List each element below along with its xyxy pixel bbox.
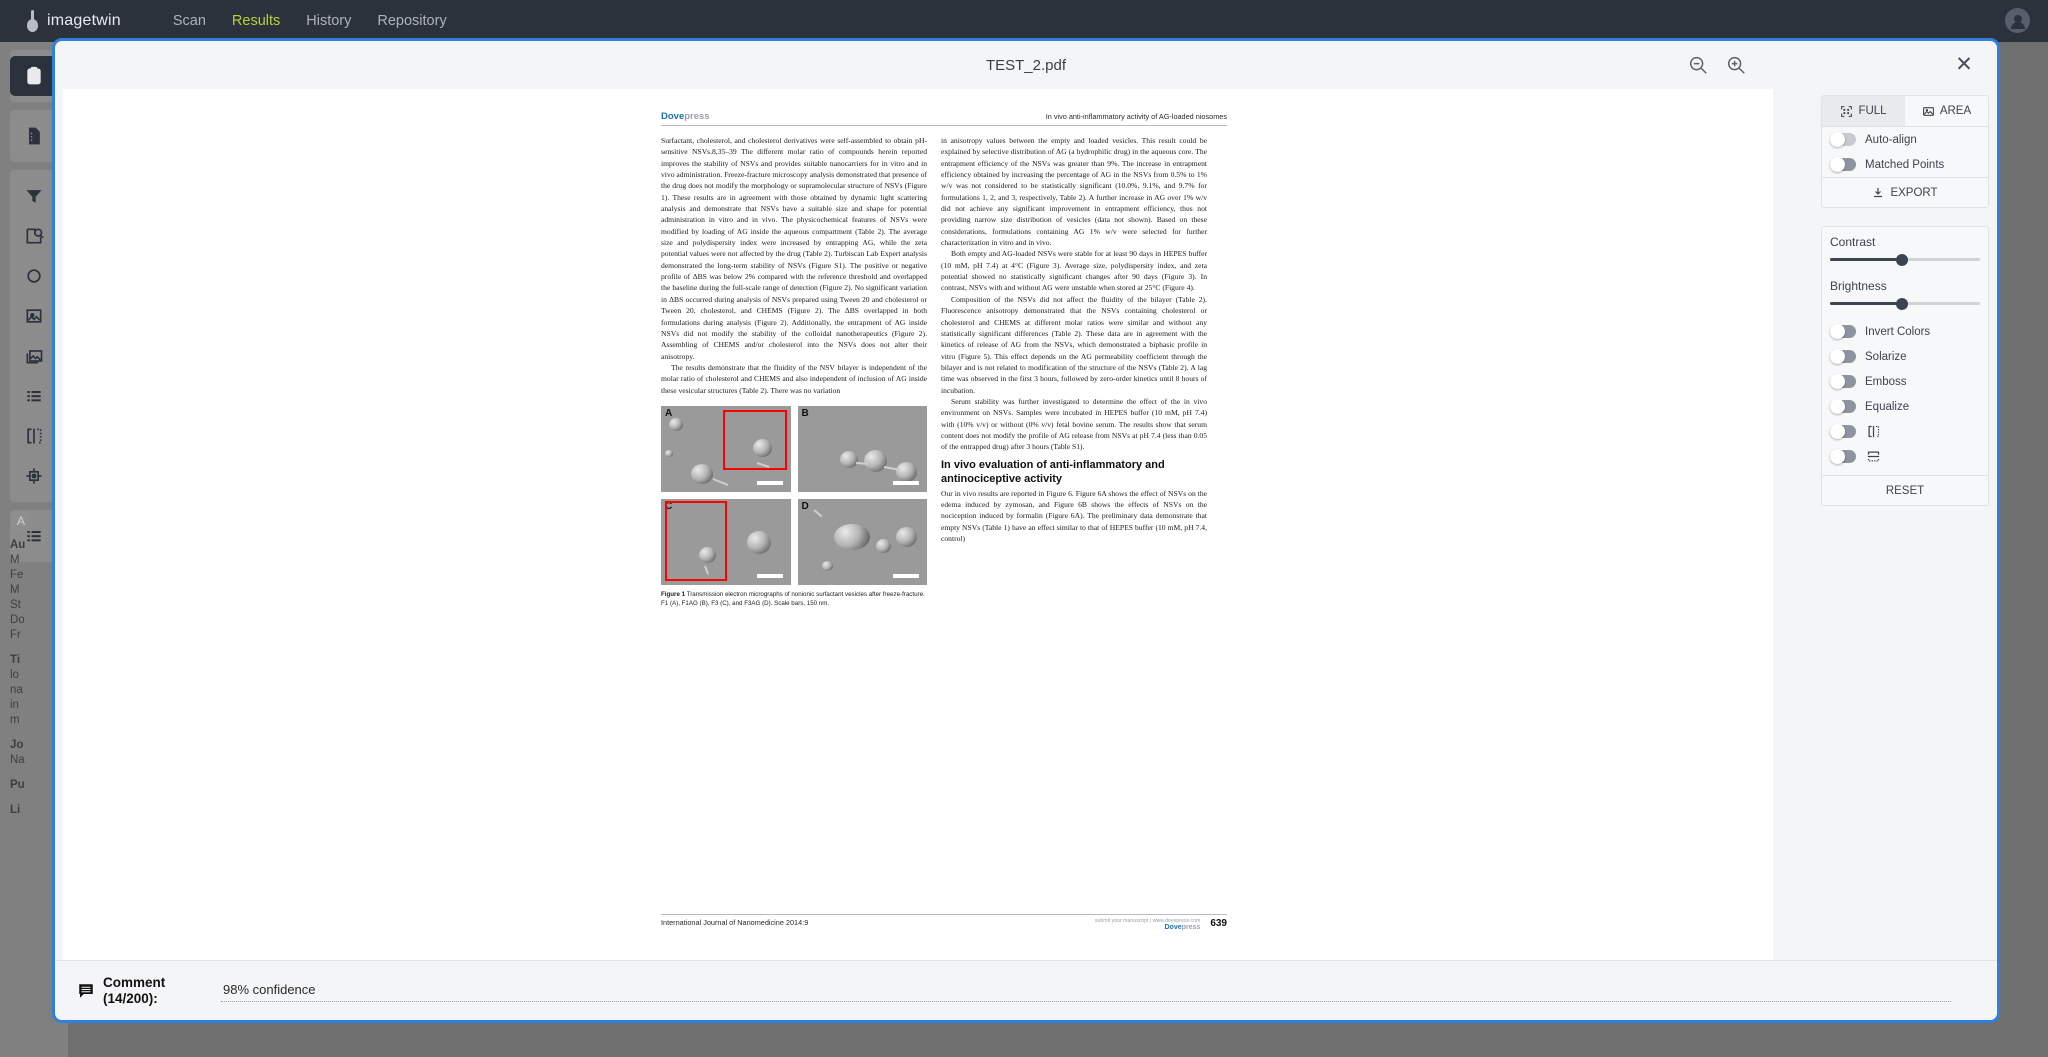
bg-line: na	[10, 684, 23, 696]
chip-icon[interactable]	[10, 456, 58, 496]
scale-bar	[757, 574, 783, 578]
column-left	[661, 135, 927, 608]
view-mode-tabs	[1822, 96, 1988, 127]
reset-button[interactable]: RESET	[1822, 475, 1988, 505]
tab-area[interactable]	[1905, 96, 1988, 126]
image-frame-icon[interactable]	[10, 296, 58, 336]
export-label: EXPORT	[1890, 186, 1938, 199]
comment-label-line1: Comment	[103, 974, 166, 990]
bg-line: M	[10, 584, 20, 596]
bg-line: St	[10, 599, 21, 611]
rail-group-document	[10, 110, 58, 162]
page-running-header	[661, 111, 1227, 126]
horizontal-split-switch[interactable]	[1830, 450, 1856, 463]
emboss-switch[interactable]	[1830, 375, 1856, 388]
brightness-slider[interactable]	[1830, 302, 1980, 305]
paragraph: Composition of the NSVs did not affect the fluidity of the bilayer (Table 2). Fluorescence anisotropy demonstrated that the NSVs containing cholesterol or cholesterol and CHEMS at different molar ratios were similar and without any statistically significant differences (Table 2). These data are in agreement with the kinetics of release of AG from the NSVs, which demonstrated a biphasic profile in vitro (Figure 5). This effect depends on the AG permeability coefficient through the bilayer and is not related to modification of the structure of the NSVs (Table 2). A lag time was observed in the first 3 hours, followed by zero-order kinetics until 8 hours of incubation.	[941, 294, 1207, 395]
nav-item-scan[interactable]: Scan	[172, 13, 206, 29]
nav-items	[173, 13, 447, 29]
nav-item-repository[interactable]: Repository	[377, 13, 447, 29]
invert-colors-label: Invert Colors	[1865, 325, 1931, 338]
toggle-emboss[interactable]	[1822, 369, 1988, 394]
bg-line: Pu	[10, 779, 25, 791]
bg-line: Na	[10, 754, 25, 766]
matched-points-label: Matched Points	[1865, 158, 1945, 171]
section-heading: In vivo evaluation of anti-inflammatory and antinociceptive activity	[941, 458, 1165, 485]
dovepress-footer-logo: Dovepress	[1164, 924, 1201, 931]
brand-name: imagetwin	[47, 12, 121, 29]
paragraph: Both empty and AG-loaded NSVs were stable for at least 90 days in HEPES buffer (10 mM, pH 7.4) at 4°C (Figure 3). Average size, polydispersity index, and zeta potential showed no statistically significant changes after 90 days (Figure 3). In contrast, NSVs with and without AG were unstable when stored at 25°C (Figure 4).	[941, 249, 1207, 293]
zoom-controls	[1687, 54, 1747, 76]
zoom-in-icon[interactable]	[1725, 54, 1747, 76]
detection-highlight-c[interactable]	[665, 501, 727, 581]
rail-group-primary	[10, 50, 58, 102]
micrograph-panel-d[interactable]	[798, 499, 928, 585]
comment-icon	[77, 982, 95, 1000]
zoom-out-icon[interactable]	[1687, 54, 1709, 76]
nav-item-results[interactable]: Results	[231, 13, 281, 29]
scale-bar	[893, 481, 919, 485]
matched-points-switch[interactable]	[1830, 158, 1856, 171]
bg-line: Li	[10, 804, 21, 816]
circle-icon[interactable]	[10, 256, 58, 296]
paragraph: Surfactant, cholesterol, and cholesterol derivatives were self-assembled to obtain pH-sensitive NSVs.8,35–39 The different molar ratio of compounds herein reported improves the stability of NSVs and provides suitable nanocarriers for in vitro and in vivo administration. Freeze-fracture microscopy analysis demonstrated that presence of the drug does not modify the morphology or supramolecular structure of NSVs (Figure 1). These results are in agreement with those obtained by dynamic light scattering analysis and demonstrate that NSVs have a suitable size and shape for potential administration in vitro and in vivo. The physicochemical features of NSVs were modified by loading of AG inside the aqueous compartment (Table 2). The average size and polydispersity index were increased by entrapping AG, while the zeta potential values were not affected by the drug (Table 2). Turbiscan Lab Expert analysis demonstrated the long-term stability of NSVs (Figure S1). The positive or negative profile of ΔBS was below 2% compared with the reference threshold and overlapped the baseline during the full-scale range of detection (Figure 2). No significant variation in ΔBS occurred during analysis of NSVs prepared using Tween 20 and cholesterol or Tween 20, cholesterol, and CHEMS (Figure 2). The ΔBS overlapped in both formulations during analysis (Figure 2). Additionally, the entrapment of AG inside NSVs did not modify the stability of the colloidal nanotherapeutics (Figure 2). Assembling of CHEMS and/or cholesterol into the NSVs does not alter their anisotropy.	[661, 136, 927, 361]
panel-label: C	[665, 500, 673, 512]
filter-icon[interactable]	[10, 176, 58, 216]
vertical-split-icon[interactable]	[10, 416, 58, 456]
horizontal-split-icon	[1865, 449, 1882, 464]
export-button[interactable]	[1822, 177, 1988, 207]
figure-caption	[661, 591, 927, 608]
scale-bar	[757, 481, 783, 485]
comment-bar	[55, 960, 1997, 1020]
image-tools-panel	[1821, 95, 1989, 506]
comment-label	[103, 975, 195, 1007]
micrograph-panel-b[interactable]	[798, 406, 928, 492]
brightness-slider-group	[1822, 271, 1988, 315]
images-stack-icon[interactable]	[10, 336, 58, 376]
pdf-page	[659, 111, 1229, 931]
scale-bar	[893, 574, 919, 578]
bg-line: Do	[10, 614, 25, 626]
equalize-switch[interactable]	[1830, 400, 1856, 413]
toggle-horizontal-split[interactable]	[1822, 444, 1988, 469]
paragraph: The results demonstrate that the fluidity of the NSV bilayer is independent of the molar ratio of cholesterol and CHEMS and also independent of inclusion of AG inside these vesicular structures (Table 2). There was no variation	[661, 362, 927, 395]
toggle-invert-colors[interactable]	[1822, 319, 1988, 344]
auto-align-switch[interactable]	[1830, 133, 1856, 146]
view-mode-card	[1821, 95, 1989, 208]
bg-line: M	[10, 554, 20, 566]
micrograph-panel-c[interactable]	[661, 499, 791, 585]
contrast-slider[interactable]	[1830, 258, 1980, 261]
journal-reference: International Journal of Nanomedicine 2014:9	[661, 918, 809, 927]
page-number: 639	[1210, 918, 1227, 929]
auto-align-label: Auto-align	[1865, 133, 1917, 146]
detection-highlight-a[interactable]	[723, 410, 787, 470]
vertical-split-icon	[1865, 424, 1882, 439]
column-right	[941, 135, 1207, 608]
contrast-slider-group	[1822, 227, 1988, 271]
list-icon[interactable]	[10, 376, 58, 416]
tab-area-label: AREA	[1939, 105, 1972, 117]
tab-full[interactable]	[1822, 96, 1905, 126]
toggle-matched-points[interactable]	[1822, 152, 1988, 177]
comment-input[interactable]	[221, 979, 1951, 1002]
rail-group-tools	[10, 170, 58, 502]
download-icon	[1872, 186, 1884, 199]
document-icon[interactable]	[10, 116, 58, 156]
footer-publisher	[1095, 918, 1200, 931]
figure-caption-text: Transmission electron micrographs of nonionic surfactant vesicles after freeze-fracture. F1 (A), F1AG (B), F3 (C), and F3AG (D). Scale bars, 150 nm.	[661, 590, 925, 607]
brand-logo	[26, 10, 121, 32]
bg-line: m	[10, 714, 20, 726]
pdf-canvas[interactable]	[63, 89, 1773, 985]
contrast-label: Contrast	[1830, 235, 1876, 249]
image-search-icon[interactable]	[10, 216, 58, 256]
panel-label: A	[665, 407, 673, 419]
bg-line: Au	[10, 539, 26, 551]
solarize-label: Solarize	[1865, 350, 1907, 363]
full-frame-icon	[1840, 105, 1853, 118]
panel-label: B	[801, 407, 809, 419]
pdf-viewer-modal	[52, 38, 2000, 1023]
imagetwin-logo-icon	[26, 10, 39, 32]
nav-item-history[interactable]: History	[306, 13, 352, 29]
dovepress-logo: Dovepress	[661, 111, 710, 122]
toggle-vertical-split[interactable]	[1822, 419, 1988, 444]
bg-line: Ti	[10, 654, 21, 666]
background-avatar: A	[10, 510, 32, 532]
clipboard-icon[interactable]	[10, 56, 58, 96]
panel-label: D	[801, 500, 809, 512]
paragraph: in anisotropy values between the empty and loaded vesicles. This result could be explained by selective distribution of AG (a hydrophilic drug) in the aqueous core. The entrapment efficiency of the NSVs was greater than 9%. The increase in entrapment efficiency obtained by increasing the percentage of AG in the NSVs from 0.5% to 1% w/v was not considered to be statistically significant (10.0%, 9.1%, and 9.7% for formulations 1, 2, and 3, respectively, Table 2). A further increase in AG over 1% w/v did not achieve any significant improvement in entrapment efficiency, thus not providing narrow size distribution of vesicles (data not shown). Based on these considerations, formulations containing AG 1% w/v were selected for further characterization in vitro and in vivo.	[941, 136, 1207, 248]
area-image-icon	[1922, 105, 1935, 118]
top-navigation-bar	[0, 0, 2048, 42]
equalize-label: Equalize	[1865, 400, 1910, 413]
bg-line: Fe	[10, 569, 24, 581]
paragraph: Our in vivo results are reported in Figure 6. Figure 6A shows the effect of NSVs on the edema induced by zymosan, and Figure 6B shows the effects of NSVs on the nociception induced by formalin (Figure 6A). The preliminary data demonstrate that empty NSVs (Table 1) have an effect similar to that of HEPES buffer (10 mM, pH 7.4, control)	[941, 488, 1207, 543]
modal-title: TEST_2.pdf	[985, 56, 1067, 74]
page-columns	[659, 135, 1229, 608]
submit-line: submit your manuscript | www.dovepress.com	[1094, 918, 1201, 924]
brightness-label: Brightness	[1830, 279, 1887, 293]
micrograph-panel-a[interactable]	[661, 406, 791, 492]
bg-line: lo	[10, 669, 19, 681]
toggle-solarize[interactable]	[1822, 344, 1988, 369]
bg-line: Fr	[10, 629, 21, 641]
figure-caption-label: Figure 1	[661, 590, 686, 598]
toggle-auto-align[interactable]	[1822, 127, 1988, 152]
close-icon[interactable]: ✕	[1955, 52, 1973, 76]
adjustments-card	[1821, 226, 1989, 506]
solarize-switch[interactable]	[1830, 350, 1856, 363]
toggle-equalize[interactable]	[1822, 394, 1988, 419]
page-footer	[661, 914, 1227, 931]
footer-right	[1095, 918, 1227, 931]
bg-line: in	[10, 699, 19, 711]
emboss-label: Emboss	[1865, 375, 1907, 388]
micrograph-grid	[661, 406, 927, 585]
invert-colors-switch[interactable]	[1830, 325, 1856, 338]
modal-header	[55, 41, 1997, 89]
running-title: In vivo anti-inflammatory activity of AG-loaded niosomes	[1045, 112, 1227, 121]
vertical-split-switch[interactable]	[1830, 425, 1856, 438]
user-avatar[interactable]	[2005, 8, 2030, 33]
tab-full-label: FULL	[1858, 105, 1887, 117]
bg-line: Jo	[10, 739, 24, 751]
paragraph: Serum stability was further investigated to determine the effect of the in vivo environment on NSVs. Samples were incubated in HEPES buffer (10 mM, pH 7.4) with (10% v/v) or without (0% v/v) fetal bovine serum. The results show that serum content does not modify the profile of AG release from NSVs at pH 7.4 (less than 0.05 of the entrapped drug) after 3 hours (Table S1).	[941, 396, 1207, 452]
figure-1	[661, 406, 927, 608]
comment-label-line2: (14/200):	[103, 990, 158, 1006]
